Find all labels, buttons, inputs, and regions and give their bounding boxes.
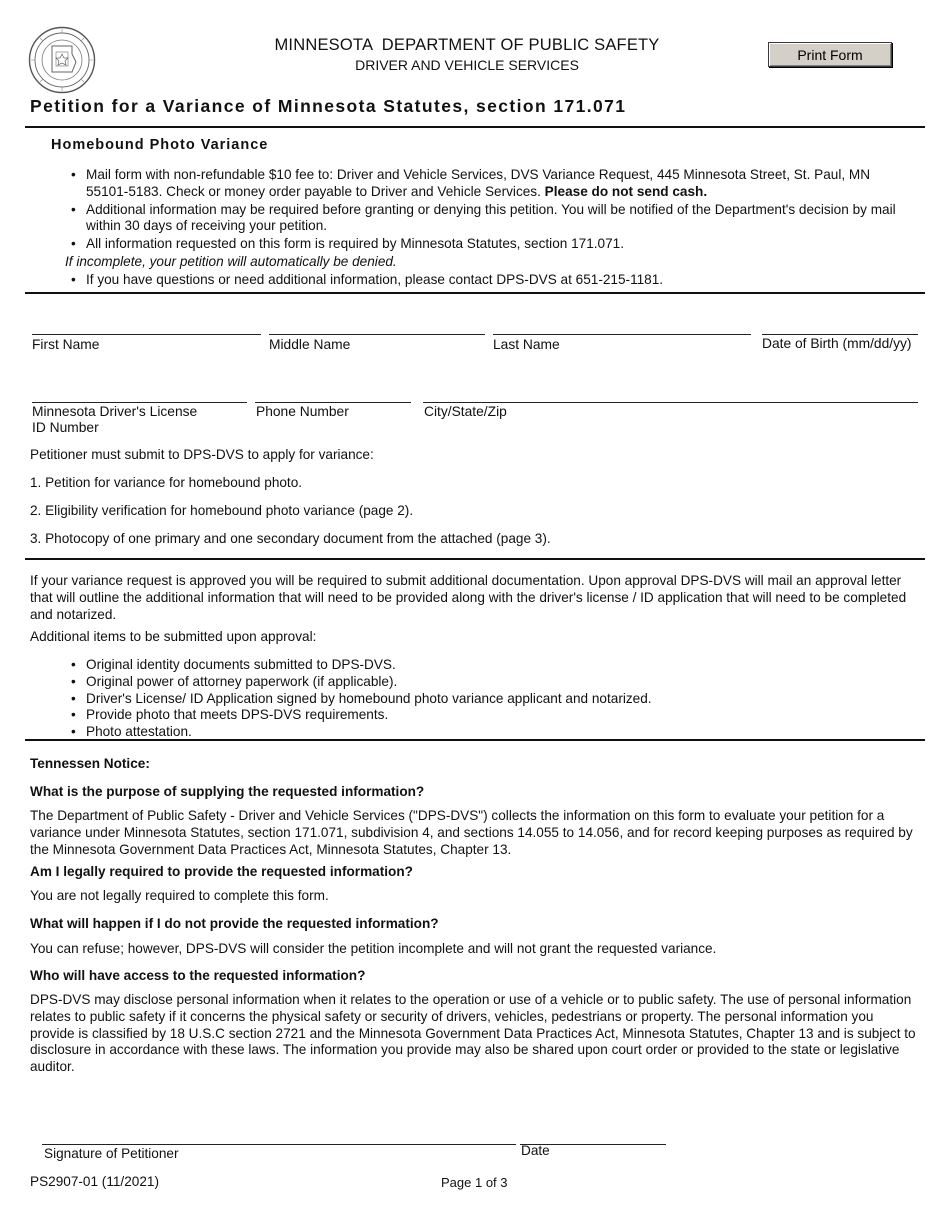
- tennessen-answer-4: DPS-DVS may disclose personal information when it relates to the operation or use of a vehicle or to public safety. The use of personal information relates to public safety if it concerns the physical safety or security of drivers, vehicles, pedestrians or property. The personal information you provide is classified by 18 U.S.C section 2721 and the Minnesota Government Data Practices Act, Minnesota Statutes, Chapter 13 and is subject to disclosure in accordance with these laws. The information you provide may also be shared upon court order or provided to the state or legislative auditor.: [30, 992, 916, 1075]
- instruction-contact: • If you have questions or need additional information, please contact DPS-DVS at 651-215-1181.: [71, 272, 903, 289]
- dob-label: Date of Birth (mm/dd/yy): [762, 336, 912, 351]
- approval-paragraph: If your variance request is approved you will be required to submit additional documentation. Upon approval DPS-DVS will mail an approval letter that will outline the additional information that will need to be provided along with the driver's license / ID application that will need to be completed and notarized.: [30, 573, 907, 622]
- approval-divider: [25, 739, 925, 741]
- approval-item: • Provide photo that meets DPS-DVS requirements.: [71, 707, 903, 724]
- instruction-mail-bold: Please do not send cash.: [544, 183, 708, 199]
- title-divider: [25, 126, 925, 128]
- instruction-required: • All information requested on this form is required by Minnesota Statutes, section 171.071.: [71, 236, 903, 253]
- submit-intro: Petitioner must submit to DPS-DVS to apply for variance:: [30, 447, 374, 462]
- instructions-list: [65, 167, 903, 290]
- last-name-label: Last Name: [493, 337, 560, 352]
- tennessen-question-2: Am I legally required to provide the requested information?: [30, 864, 413, 879]
- print-form-button[interactable]: Print Form: [768, 42, 892, 67]
- phone-label: Phone Number: [256, 404, 349, 419]
- approval-item: • Photo attestation.: [71, 724, 903, 741]
- state-seal-icon: [28, 26, 96, 94]
- phone-line[interactable]: [255, 402, 411, 403]
- city-state-zip-label: City/State/Zip: [424, 404, 507, 419]
- approval-items-list: [71, 657, 903, 741]
- dob-line[interactable]: [762, 334, 918, 335]
- page-title: Petition for a Variance of Minnesota Statutes, section 171.071: [30, 96, 627, 116]
- submit-divider: [25, 558, 925, 560]
- first-name-label: First Name: [32, 337, 100, 352]
- instructions-divider: [25, 292, 925, 294]
- license-label: [32, 404, 197, 436]
- tennessen-question-3: What will happen if I do not provide the requested information?: [30, 916, 439, 931]
- middle-name-label: Middle Name: [269, 337, 351, 352]
- department-name: MINNESOTA DEPARTMENT OF PUBLIC SAFETY: [274, 36, 660, 54]
- instruction-mail-text: Mail form with non-refundable $10 fee to: Driver and Vehicle Services, DVS Variance Request, 445 Minnesota Street, St. Paul, MN 55101-5183. Check or money order payable to Driver and Vehicle Services.: [86, 167, 871, 199]
- tennessen-answer-3: You can refuse; however, DPS-DVS will consider the petition incomplete and will not grant the requested variance.: [30, 941, 717, 956]
- instruction-additional: • Additional information may be required before granting or denying this petition. You will be notified of the Department's decision by mail within 30 days of receiving your petition.: [71, 202, 903, 236]
- signature-line[interactable]: [42, 1144, 516, 1145]
- instruction-incomplete: If incomplete, your petition will automatically be denied.: [65, 253, 397, 269]
- division-name: DRIVER AND VEHICLE SERVICES: [355, 57, 579, 73]
- approval-item: • Driver's License/ ID Application signed by homebound photo variance applicant and notarized.: [71, 691, 903, 708]
- submit-item-3: 3. Photocopy of one primary and one secondary document from the attached (page 3).: [30, 531, 551, 546]
- approval-intro: Additional items to be submitted upon approval:: [30, 629, 317, 644]
- signature-label: Signature of Petitioner: [44, 1146, 179, 1161]
- section-title: Homebound Photo Variance: [51, 137, 269, 153]
- first-name-line[interactable]: [32, 334, 261, 335]
- approval-item: • Original identity documents submitted to DPS-DVS.: [71, 657, 903, 674]
- form-id: PS2907-01 (11/2021): [30, 1174, 159, 1189]
- tennessen-question-4: Who will have access to the requested information?: [30, 968, 366, 983]
- tennessen-answer-2: You are not legally required to complete this form.: [30, 888, 329, 903]
- approval-item: • Original power of attorney paperwork (if applicable).: [71, 674, 903, 691]
- license-line[interactable]: [32, 402, 247, 403]
- city-state-zip-line[interactable]: [423, 402, 918, 403]
- last-name-line[interactable]: [493, 334, 751, 335]
- submit-item-1: 1. Petition for variance for homebound photo.: [30, 475, 303, 490]
- date-label: Date: [521, 1143, 550, 1158]
- submit-item-2: 2. Eligibility verification for homebound photo variance (page 2).: [30, 503, 414, 518]
- tennessen-answer-1: The Department of Public Safety - Driver and Vehicle Services ("DPS-DVS") collects the information on this form to evaluate your petition for a variance under Minnesota Statutes, section 171.071, subdivision 4, and sections 14.055 to 14.056, and for record keeping purposes as required by the Minnesota Government Data Practices Act, Minnesota Statutes, Chapter 13.: [30, 808, 913, 857]
- instruction-mail: [71, 167, 903, 201]
- tennessen-heading: Tennessen Notice:: [30, 756, 150, 771]
- page-number: Page 1 of 3: [441, 1175, 508, 1190]
- middle-name-line[interactable]: [269, 334, 485, 335]
- tennessen-question-1: What is the purpose of supplying the requested information?: [30, 784, 425, 799]
- license-label-line2: ID Number: [32, 420, 99, 435]
- license-label-line1: Minnesota Driver's License: [32, 404, 198, 419]
